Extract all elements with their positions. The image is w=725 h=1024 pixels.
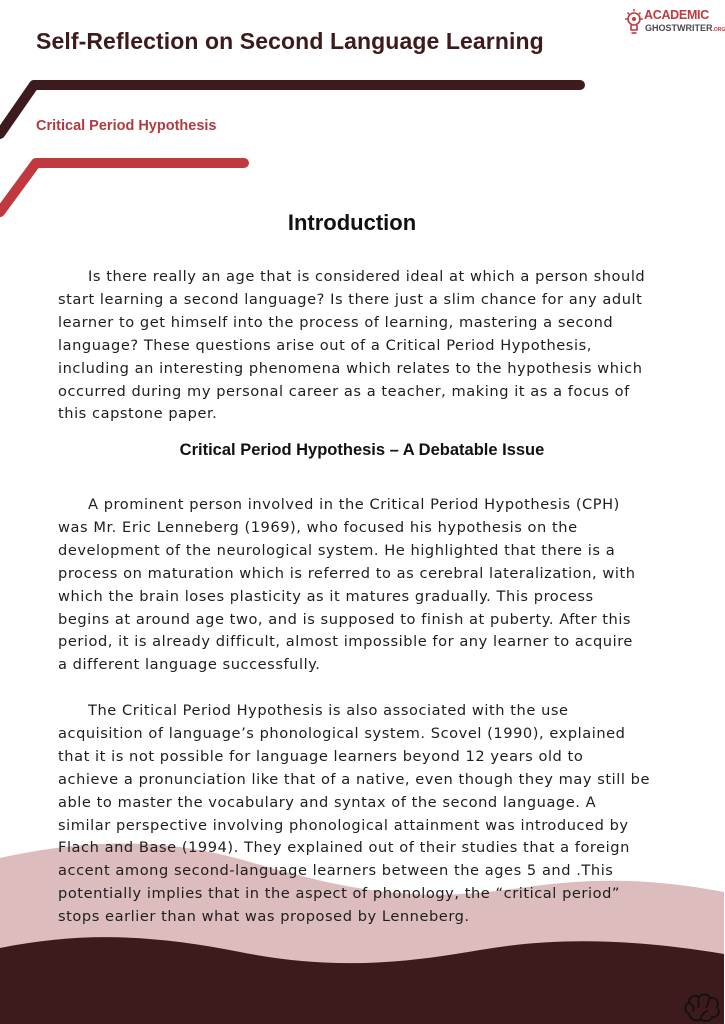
- lightbulb-gear-icon: [624, 9, 644, 39]
- logo-line2-main: GHOSTWRITER: [645, 23, 713, 33]
- red-bar: [0, 163, 244, 212]
- paragraph-scovel: [58, 700, 706, 929]
- logo-line2: [645, 23, 725, 33]
- paragraph-intro: [58, 266, 706, 426]
- paragraph-lenneberg-text: A prominent person involved in the Critical Period Hypothesis (CPH) was Mr. Eric Lenneberg (1969), who focused his hypothesis on the development of the neurological system. He highlighted that there is a process on maturation which is referred to as cerebral lateralization, with which the brain loses plasticity as it matures gradually. This process begins at around age two, and is supposed to finish at puberty. After this period, it is already difficult, almost impossible for any learner to acquire a different language successfully.: [58, 496, 636, 674]
- section-heading: Critical Period Hypothesis – A Debatable Issue: [179, 441, 545, 459]
- paragraph-lenneberg: [58, 494, 706, 677]
- document-title: Self-Reflection on Second Language Learning: [36, 28, 544, 54]
- site-logo: [624, 6, 725, 44]
- brain-icon: [683, 992, 723, 1024]
- paragraph-scovel-text: The Critical Period Hypothesis is also associated with the use acquisition of language’s phonological system. Scovel (1990), explained that it is not possible for language learners beyond 12 years old to achieve a pronunciation like that of a native, even though they may still be able to master the vocabulary and syntax of the second language. A similar perspective involving phonological attainment was introduced by Flach and Base (1994). They explained out of their studies that a foreign accent among second-language learners between the ages 5 and .This potentially implies that in the aspect of phonology, the “critical period” stops earlier than what was proposed by Lenneberg.: [58, 702, 651, 926]
- logo-suffix: .ORG: [712, 27, 725, 33]
- document-subtitle: Critical Period Hypothesis: [36, 118, 217, 134]
- paragraph-intro-text: Is there really an age that is considered ideal at which a person should start learning a second language? Is there just a slim chance for any adult learner to get himself into the process of learning, mastering a second language? These questions arise out of a Critical Period Hypothesis, including an interesting phenomena which relates to the hypothesis which occurred during my personal career as a teacher, making it as a focus of this capstone paper.: [58, 268, 646, 423]
- logo-line1: ACADEMIC: [644, 8, 709, 22]
- introduction-heading: Introduction: [287, 210, 417, 235]
